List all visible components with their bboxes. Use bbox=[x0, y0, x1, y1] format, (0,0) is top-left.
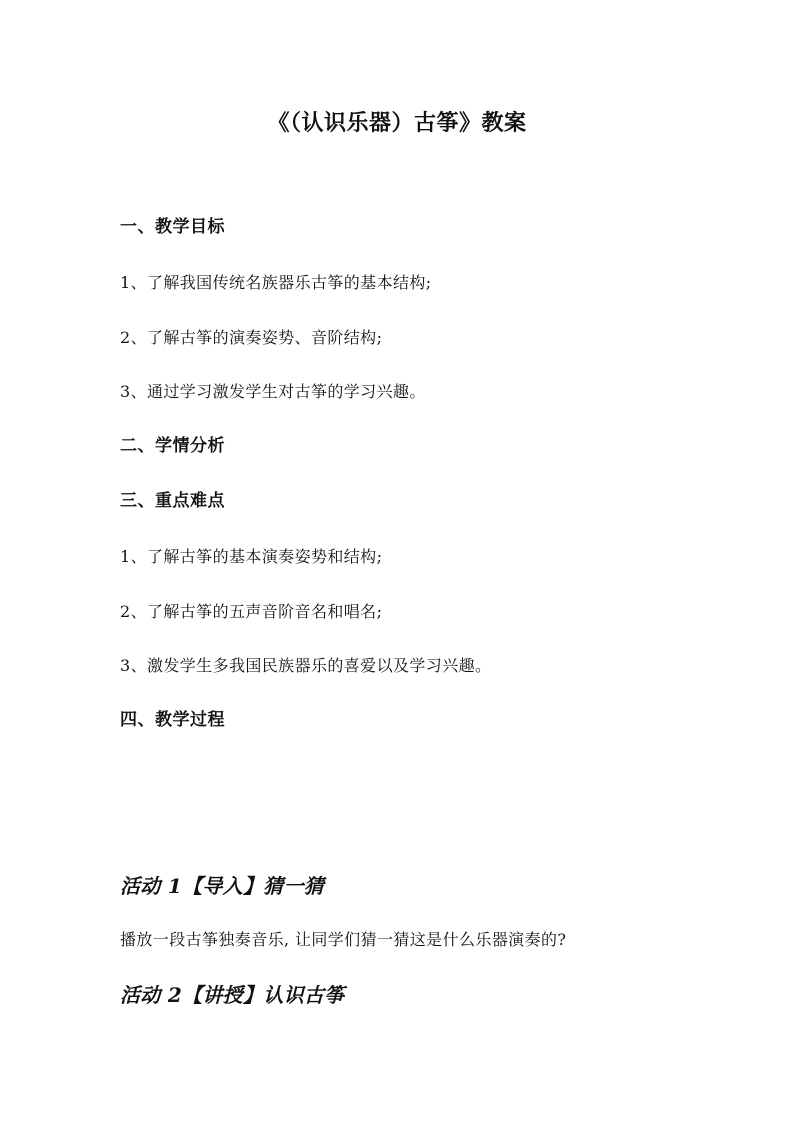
section-heading-teaching-goals: 一、教学目标 bbox=[120, 217, 225, 237]
section-heading-learning-analysis: 二、学情分析 bbox=[120, 436, 225, 456]
document-title: 《（认识乐器）古筝》教案 bbox=[267, 110, 527, 136]
goal-item-3: 3、通过学习激发学生对古筝的学习兴趣。 bbox=[120, 382, 426, 401]
key-point-item-3: 3、激发学生多我国民族器乐的喜爱以及学习兴趣。 bbox=[120, 656, 492, 675]
section-heading-key-points: 三、重点难点 bbox=[120, 491, 225, 511]
section-heading-teaching-process: 四、教学过程 bbox=[120, 710, 225, 730]
key-point-item-2: 2、了解古筝的五声音阶音名和唱名; bbox=[120, 602, 383, 621]
activity-1-heading: 活动 1【导入】猜一猜 bbox=[120, 874, 325, 898]
goal-item-1: 1、了解我国传统名族器乐古筝的基本结构; bbox=[120, 273, 432, 292]
activity-2-heading: 活动 2【讲授】认识古筝 bbox=[120, 983, 345, 1007]
goal-item-2: 2、了解古筝的演奏姿势、音阶结构; bbox=[120, 328, 383, 347]
activity-1-text: 播放一段古筝独奏音乐, 让同学们猜一猜这是什么乐器演奏的? bbox=[120, 930, 567, 949]
key-point-item-1: 1、了解古筝的基本演奏姿势和结构; bbox=[120, 547, 383, 566]
